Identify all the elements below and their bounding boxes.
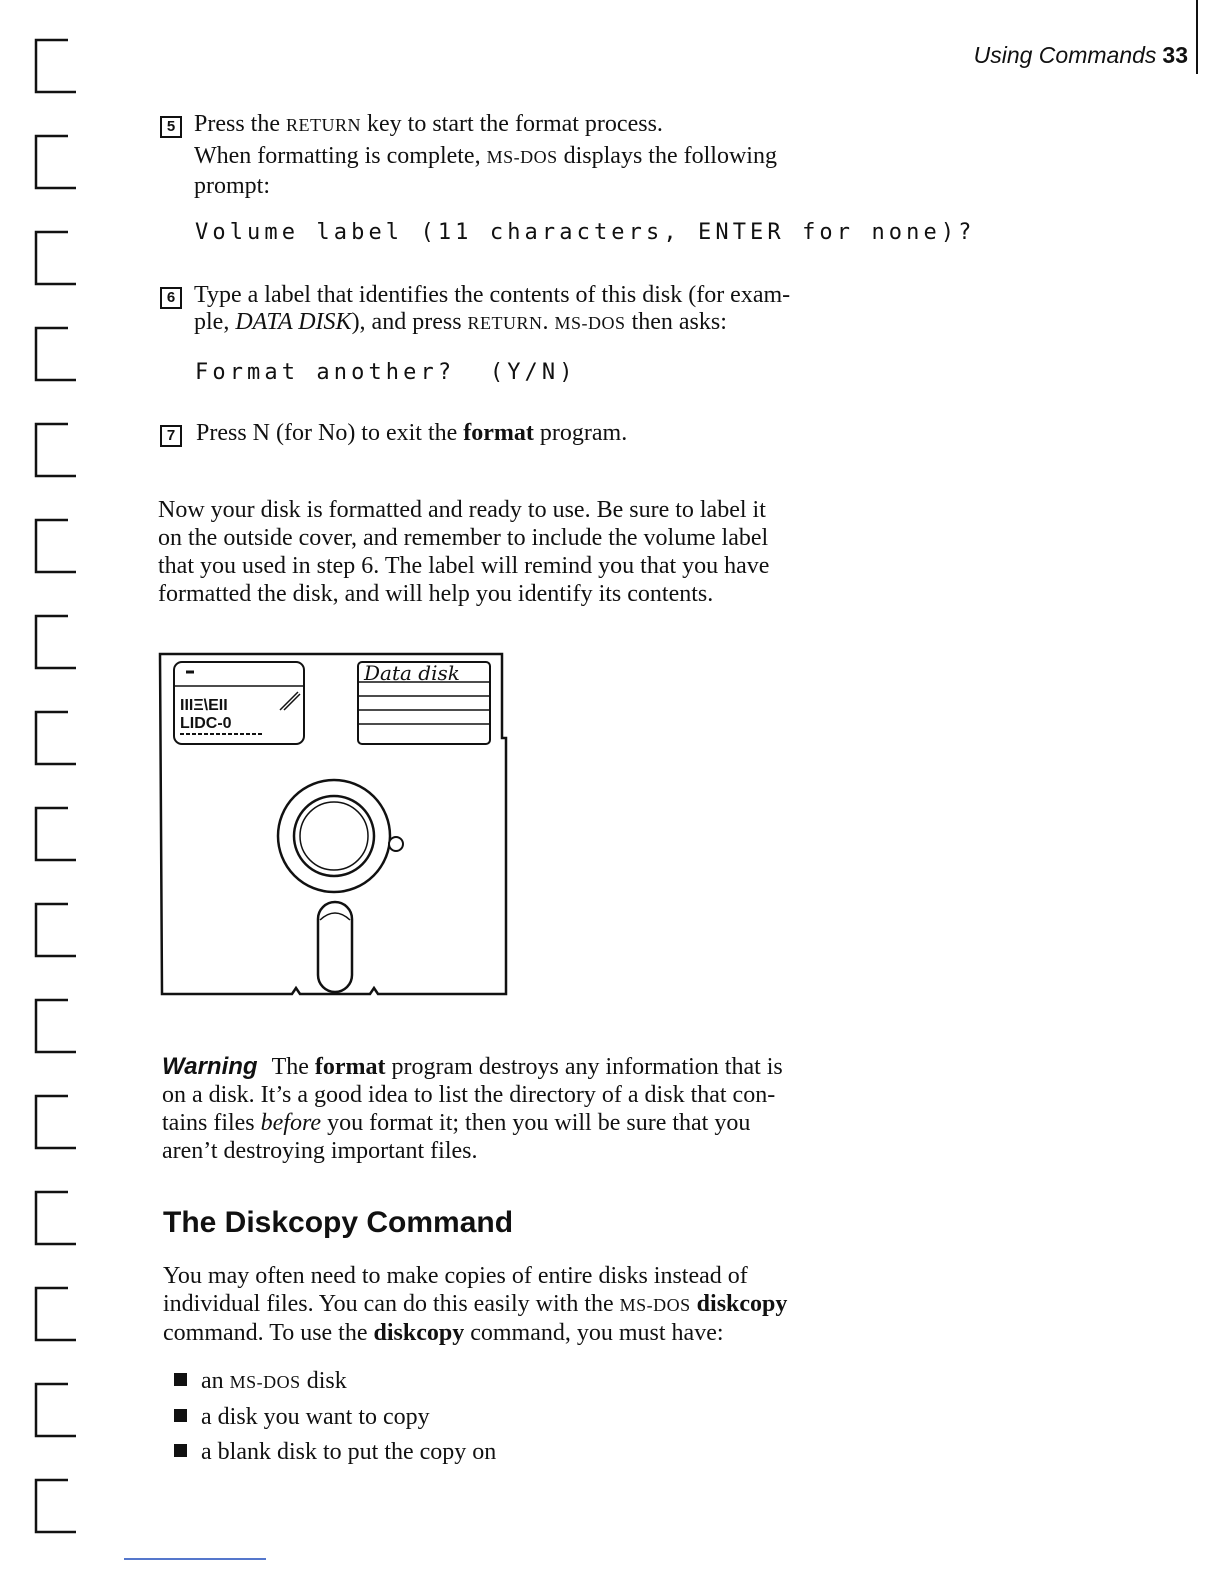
text-run: aren’t destroying important files. xyxy=(162,1138,478,1164)
binder-mark xyxy=(30,902,80,958)
bullet-icon xyxy=(174,1444,187,1457)
floppy-disk-illustration xyxy=(150,648,520,1008)
text-run: diskcopy xyxy=(373,1320,465,1346)
text-run: MS-DOS xyxy=(486,147,558,167)
step-7-text xyxy=(196,419,627,448)
binder-mark xyxy=(30,806,80,862)
text-run: DATA DISK xyxy=(235,309,352,335)
text-run: program. xyxy=(533,420,628,446)
warning-note xyxy=(162,1053,783,1165)
text-run: a disk you want to copy xyxy=(201,1404,430,1430)
section-line xyxy=(163,1262,787,1290)
step-number-5: 5 xyxy=(160,116,182,138)
step-6-text xyxy=(194,308,727,338)
text-run: command. To use the xyxy=(163,1320,374,1346)
step-5-followup-line xyxy=(194,172,270,201)
text-run: MS-DOS xyxy=(229,1372,301,1392)
text-run: ), and press xyxy=(351,309,468,335)
head-slot xyxy=(318,902,352,992)
text-run: a blank disk to put the copy on xyxy=(201,1439,497,1465)
step-5-followup-line xyxy=(194,142,777,172)
binder-mark xyxy=(30,710,80,766)
section-heading: The Diskcopy Command xyxy=(163,1206,514,1239)
bullet-icon xyxy=(174,1373,187,1386)
binder-mark xyxy=(30,326,80,382)
warning-line xyxy=(162,1137,783,1165)
warning-line xyxy=(162,1053,783,1081)
index-hole xyxy=(389,837,403,851)
handwritten-label: Data disk xyxy=(364,661,460,685)
section-paragraph xyxy=(163,1262,787,1347)
header-rule xyxy=(1196,0,1198,74)
binder-mark xyxy=(30,230,80,286)
text-run: on a disk. It’s a good idea to list the directory of a disk that con- xyxy=(162,1082,776,1108)
summary-paragraph xyxy=(158,496,769,608)
binder-mark xyxy=(30,134,80,190)
list-item xyxy=(174,1439,496,1466)
brand-label-text: IIIΞ\EII xyxy=(180,697,228,714)
binder-mark xyxy=(30,1382,80,1438)
format-another-prompt: Format another? (Y/N) xyxy=(195,360,577,385)
text-run: ple, xyxy=(194,309,236,335)
text-run: command, you must have: xyxy=(464,1320,724,1346)
text-run: When formatting is complete, xyxy=(194,143,487,169)
brand-label-text: LIDC-0 xyxy=(180,715,232,732)
volume-label-prompt: Volume label (11 characters, ENTER for none)? xyxy=(195,220,976,245)
binder-mark xyxy=(30,1094,80,1150)
text-run: before xyxy=(260,1110,322,1136)
list-item xyxy=(174,1368,347,1395)
text-run: format xyxy=(463,420,534,446)
binder-mark xyxy=(30,518,80,574)
text-run: RETURN xyxy=(467,313,543,333)
section-line xyxy=(163,1290,787,1319)
binder-mark xyxy=(30,998,80,1054)
warning-line xyxy=(162,1109,783,1137)
summary-line: Now your disk is formatted and ready to use. Be sure to label it xyxy=(158,497,766,523)
running-header xyxy=(974,42,1188,69)
text-run: key to start the format process. xyxy=(361,111,663,137)
text-run: displays the following xyxy=(557,143,777,169)
text-run: . xyxy=(542,309,555,335)
binder-mark xyxy=(30,422,80,478)
text-run: diskcopy xyxy=(696,1291,788,1317)
text-run: then asks: xyxy=(625,309,727,335)
summary-line: on the outside cover, and remember to include the volume label xyxy=(158,525,769,551)
text-run: MS-DOS xyxy=(554,313,626,333)
binder-mark xyxy=(30,614,80,670)
bullet-icon xyxy=(174,1409,187,1422)
warning-label: Warning xyxy=(162,1053,258,1080)
binder-mark xyxy=(30,1478,80,1534)
list-item xyxy=(174,1404,430,1431)
step-6-text xyxy=(194,281,790,310)
summary-line: that you used in step 6. The label will remind you that you have xyxy=(158,553,770,579)
text-run: The xyxy=(271,1054,315,1080)
text-run: You may often need to make copies of entire disks instead of xyxy=(163,1263,748,1289)
hub-hole xyxy=(300,802,368,870)
warning-line xyxy=(162,1081,783,1109)
binder-mark xyxy=(30,38,80,94)
text-run: Press N (for No) to exit the xyxy=(196,420,464,446)
text-run: Press the xyxy=(194,111,286,137)
text-run: disk xyxy=(300,1368,347,1394)
text-run: individual files. You can do this easily with the xyxy=(163,1291,620,1317)
text-run: Type a label that identifies the contents of this disk (for exam- xyxy=(194,282,791,308)
binder-mark xyxy=(30,1190,80,1246)
text-run: RETURN xyxy=(286,115,361,135)
binder-mark xyxy=(30,1286,80,1342)
page-number: 33 xyxy=(1162,42,1188,68)
header-title: Using Commands xyxy=(973,42,1157,68)
text-run: an xyxy=(201,1368,230,1394)
step-number-7: 7 xyxy=(160,425,182,447)
section-line xyxy=(163,1319,787,1347)
page-edge-mark xyxy=(124,1558,266,1560)
text-run: you format it; then you will be sure that you xyxy=(321,1110,751,1136)
step-number-6: 6 xyxy=(160,287,182,309)
text-run: MS-DOS xyxy=(619,1295,691,1315)
text-run: tains files xyxy=(162,1110,261,1136)
summary-line: formatted the disk, and will help you identify its contents. xyxy=(158,581,714,607)
text-run: program destroys any information that is xyxy=(385,1054,783,1080)
text-run: format xyxy=(314,1054,386,1080)
text-run: prompt: xyxy=(194,173,270,199)
step-5-text xyxy=(194,110,663,140)
